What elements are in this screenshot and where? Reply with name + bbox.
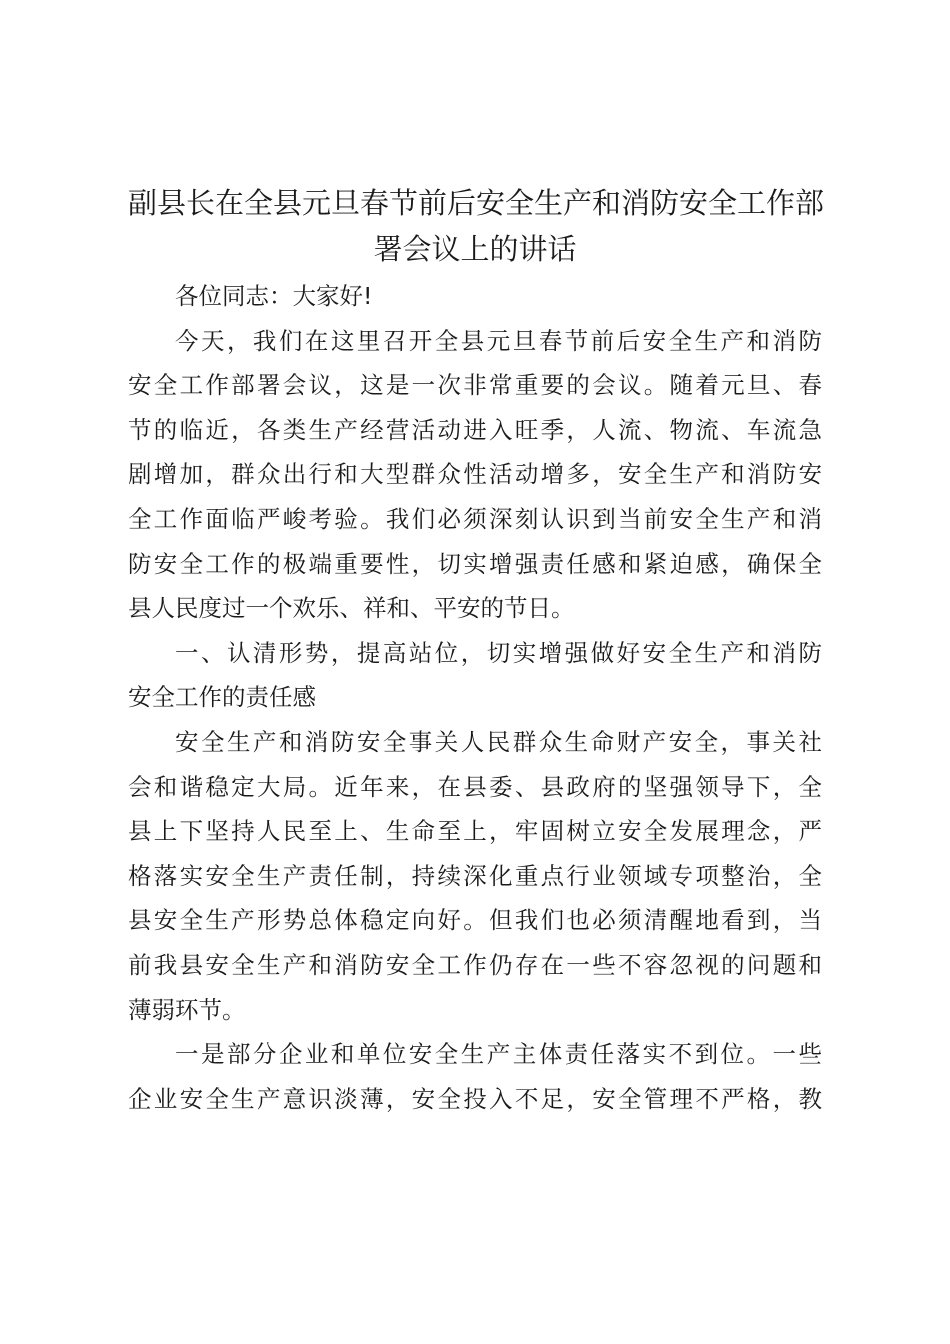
paragraph-line: 今天，我们在这里召开全县元旦春节前后安全生产和消防 bbox=[175, 326, 822, 355]
document-title bbox=[128, 180, 825, 272]
paragraph-situation bbox=[128, 720, 822, 1032]
paragraph-line: 薄弱环节。 bbox=[128, 995, 246, 1024]
paragraph-line: 格落实安全生产责任制，持续深化重点行业领域专项整治，全 bbox=[128, 861, 822, 890]
paragraph-line: 企业安全生产意识淡薄，安全投入不足，安全管理不严格，教 bbox=[128, 1084, 822, 1113]
heading-line: 安全工作的责任感 bbox=[128, 683, 316, 712]
heading-line: 一、认清形势，提高站位，切实增强做好安全生产和消防 bbox=[175, 638, 822, 667]
greeting-line: 各位同志：大家好! bbox=[175, 282, 373, 310]
document-page bbox=[128, 180, 825, 1121]
paragraph-line: 防安全工作的极端重要性，切实增强责任感和紧迫感，确保全 bbox=[128, 549, 822, 578]
paragraph-line: 安全生产和消防安全事关人民群众生命财产安全，事关社 bbox=[175, 727, 822, 756]
paragraph-line: 安全工作部署会议，这是一次非常重要的会议。随着元旦、春 bbox=[128, 371, 822, 400]
paragraph-line: 一是部分企业和单位安全生产主体责任落实不到位。一些 bbox=[175, 1040, 822, 1069]
paragraph-line: 县人民度过一个欢乐、祥和、平安的节日。 bbox=[128, 594, 575, 623]
paragraph-line: 剧增加，群众出行和大型群众性活动增多，安全生产和消防安 bbox=[128, 460, 822, 489]
paragraph-line: 会和谐稳定大局。近年来，在县委、县政府的坚强领导下，全 bbox=[128, 772, 822, 801]
title-line-2: 署会议上的讲话 bbox=[373, 232, 577, 266]
paragraph-line: 节的临近，各类生产经营活动进入旺季，人流、物流、车流急 bbox=[128, 415, 822, 444]
paragraph-intro bbox=[128, 319, 822, 631]
paragraph-line: 全工作面临严峻考验。我们必须深刻认识到当前安全生产和消 bbox=[128, 504, 822, 533]
section-heading-1 bbox=[128, 631, 822, 720]
title-line-1: 副县长在全县元旦春节前后安全生产和消防安全工作部 bbox=[128, 186, 825, 220]
paragraph-line: 前我县安全生产和消防安全工作仍存在一些不容忽视的问题和 bbox=[128, 950, 822, 979]
paragraph-problem-1 bbox=[128, 1032, 822, 1121]
paragraph-line: 县安全生产形势总体稳定向好。但我们也必须清醒地看到，当 bbox=[128, 906, 822, 935]
greeting bbox=[128, 274, 822, 319]
paragraph-line: 县上下坚持人民至上、生命至上，牢固树立安全发展理念，严 bbox=[128, 817, 822, 846]
